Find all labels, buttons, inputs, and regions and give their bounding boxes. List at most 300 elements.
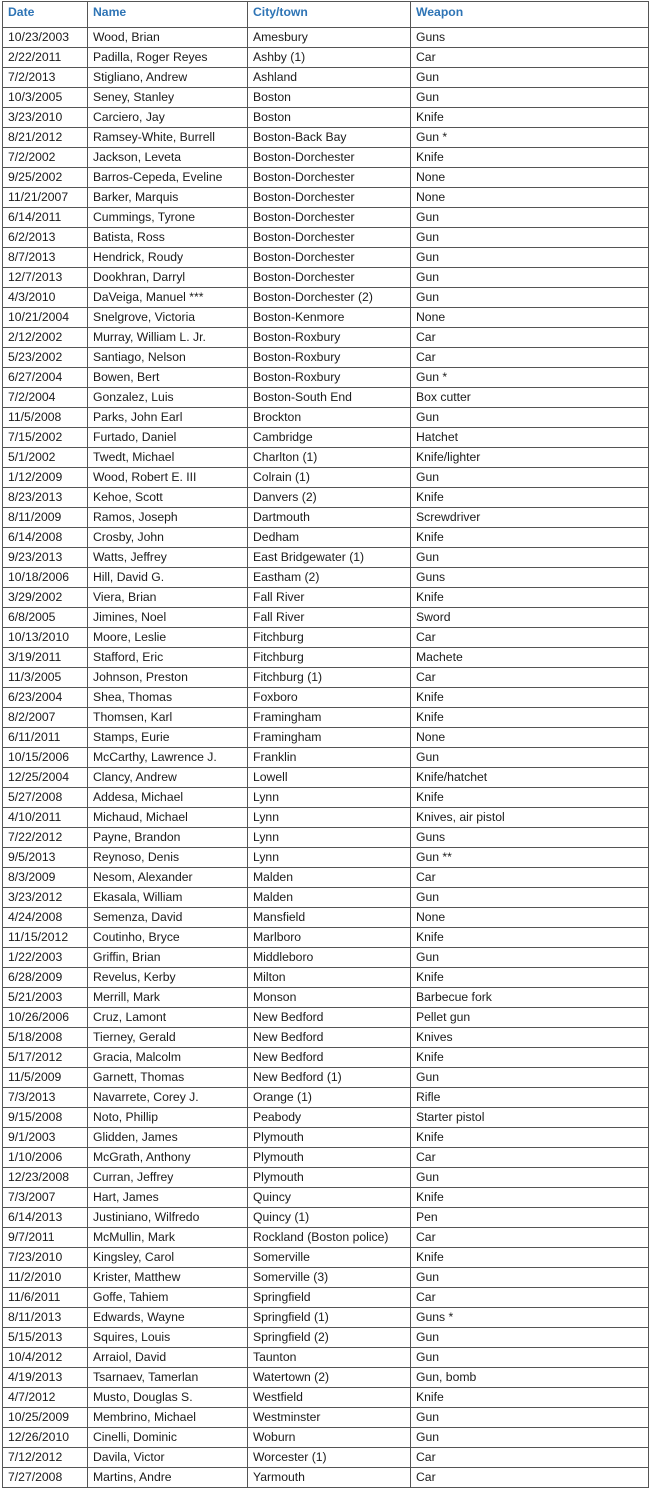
cell-weapon: Knife <box>411 1248 649 1268</box>
cell-weapon: None <box>411 308 649 328</box>
cell-name: Justiniano, Wilfredo <box>88 1208 248 1228</box>
cell-weapon: Knife/hatchet <box>411 768 649 788</box>
cell-city: Springfield (2) <box>248 1328 411 1348</box>
cell-weapon: Gun <box>411 228 649 248</box>
cell-name: Furtado, Daniel <box>88 428 248 448</box>
cell-weapon: Gun <box>411 68 649 88</box>
cell-name: Tierney, Gerald <box>88 1028 248 1048</box>
table-row <box>3 1268 649 1288</box>
cell-city: New Bedford (1) <box>248 1068 411 1088</box>
cell-city: Watertown (2) <box>248 1368 411 1388</box>
cell-name: McGrath, Anthony <box>88 1148 248 1168</box>
cell-name: Krister, Matthew <box>88 1268 248 1288</box>
cell-city: Boston-Dorchester <box>248 208 411 228</box>
table-row <box>3 388 649 408</box>
table-row <box>3 408 649 428</box>
table-row <box>3 728 649 748</box>
table-row <box>3 1368 649 1388</box>
cell-date: 5/18/2008 <box>3 1028 88 1048</box>
cell-city: Boston <box>248 108 411 128</box>
cell-date: 9/23/2013 <box>3 548 88 568</box>
header-city: City/town <box>248 2 411 28</box>
cell-name: Goffe, Tahiem <box>88 1288 248 1308</box>
table-row <box>3 848 649 868</box>
table-row <box>3 28 649 48</box>
cell-date: 1/10/2006 <box>3 1148 88 1168</box>
cell-date: 5/27/2008 <box>3 788 88 808</box>
cell-city: Ashby (1) <box>248 48 411 68</box>
cell-city: Milton <box>248 968 411 988</box>
cell-weapon: None <box>411 168 649 188</box>
table-row <box>3 1348 649 1368</box>
cell-date: 10/13/2010 <box>3 628 88 648</box>
cell-city: Fall River <box>248 608 411 628</box>
cell-city: Fitchburg (1) <box>248 668 411 688</box>
cell-city: Boston-Dorchester <box>248 248 411 268</box>
cell-name: Barros-Cepeda, Eveline <box>88 168 248 188</box>
cell-city: Yarmouth <box>248 1468 411 1488</box>
cell-name: Carciero, Jay <box>88 108 248 128</box>
cell-name: Semenza, David <box>88 908 248 928</box>
cell-date: 10/23/2003 <box>3 28 88 48</box>
cell-date: 8/11/2013 <box>3 1308 88 1328</box>
cell-date: 11/2/2010 <box>3 1268 88 1288</box>
cell-city: Brockton <box>248 408 411 428</box>
cell-city: Woburn <box>248 1428 411 1448</box>
table-row <box>3 1208 649 1228</box>
table-row <box>3 348 649 368</box>
cell-date: 7/23/2010 <box>3 1248 88 1268</box>
cell-weapon: Gun <box>411 468 649 488</box>
cell-weapon: Knife <box>411 1048 649 1068</box>
cell-name: Padilla, Roger Reyes <box>88 48 248 68</box>
cell-date: 10/21/2004 <box>3 308 88 328</box>
cell-city: Somerville <box>248 1248 411 1268</box>
cell-name: Payne, Brandon <box>88 828 248 848</box>
cell-weapon: Gun <box>411 1268 649 1288</box>
cell-city: Framingham <box>248 708 411 728</box>
cell-date: 4/7/2012 <box>3 1388 88 1408</box>
cell-city: East Bridgewater (1) <box>248 548 411 568</box>
cell-name: Snelgrove, Victoria <box>88 308 248 328</box>
cell-weapon: Gun <box>411 288 649 308</box>
cell-weapon: None <box>411 188 649 208</box>
cell-city: Cambridge <box>248 428 411 448</box>
cell-weapon: Guns <box>411 568 649 588</box>
cell-date: 8/3/2009 <box>3 868 88 888</box>
cell-date: 10/3/2005 <box>3 88 88 108</box>
cell-weapon: Gun, bomb <box>411 1368 649 1388</box>
cell-weapon: Screwdriver <box>411 508 649 528</box>
table-row <box>3 968 649 988</box>
table-row <box>3 268 649 288</box>
header-date: Date <box>3 2 88 28</box>
cell-weapon: Car <box>411 668 649 688</box>
header-weapon: Weapon <box>411 2 649 28</box>
cell-date: 6/8/2005 <box>3 608 88 628</box>
table-row <box>3 1188 649 1208</box>
cell-name: Stamps, Eurie <box>88 728 248 748</box>
cell-date: 5/21/2003 <box>3 988 88 1008</box>
header-name: Name <box>88 2 248 28</box>
cell-date: 1/12/2009 <box>3 468 88 488</box>
cell-weapon: Gun <box>411 1328 649 1348</box>
cell-name: Jackson, Leveta <box>88 148 248 168</box>
table-row <box>3 508 649 528</box>
cell-city: Middleboro <box>248 948 411 968</box>
table-row <box>3 68 649 88</box>
cell-date: 3/23/2010 <box>3 108 88 128</box>
cell-date: 7/2/2002 <box>3 148 88 168</box>
cell-weapon: Knife <box>411 968 649 988</box>
cell-date: 6/14/2008 <box>3 528 88 548</box>
table-row <box>3 608 649 628</box>
table-row <box>3 228 649 248</box>
cell-city: Worcester (1) <box>248 1448 411 1468</box>
cell-name: Curran, Jeffrey <box>88 1168 248 1188</box>
cell-weapon: Gun <box>411 1428 649 1448</box>
cell-date: 4/3/2010 <box>3 288 88 308</box>
cell-date: 9/25/2002 <box>3 168 88 188</box>
cell-date: 6/2/2013 <box>3 228 88 248</box>
cell-name: Kehoe, Scott <box>88 488 248 508</box>
cell-city: Boston-Dorchester (2) <box>248 288 411 308</box>
cell-date: 4/24/2008 <box>3 908 88 928</box>
cell-city: Dedham <box>248 528 411 548</box>
cell-city: Fall River <box>248 588 411 608</box>
cell-name: Johnson, Preston <box>88 668 248 688</box>
cell-date: 8/23/2013 <box>3 488 88 508</box>
table-row <box>3 868 649 888</box>
cell-date: 8/21/2012 <box>3 128 88 148</box>
cell-date: 7/2/2004 <box>3 388 88 408</box>
table-row <box>3 1308 649 1328</box>
cell-weapon: Gun <box>411 268 649 288</box>
cell-date: 5/1/2002 <box>3 448 88 468</box>
table-row <box>3 1228 649 1248</box>
table-row <box>3 788 649 808</box>
cell-date: 7/12/2012 <box>3 1448 88 1468</box>
table-row <box>3 1328 649 1348</box>
cell-weapon: Car <box>411 1448 649 1468</box>
cell-name: DaVeiga, Manuel *** <box>88 288 248 308</box>
table-row <box>3 1048 649 1068</box>
cell-weapon: Gun <box>411 208 649 228</box>
cell-name: Jimines, Noel <box>88 608 248 628</box>
cell-date: 12/25/2004 <box>3 768 88 788</box>
table-row <box>3 468 649 488</box>
table-row <box>3 908 649 928</box>
table-row <box>3 328 649 348</box>
cell-city: Somerville (3) <box>248 1268 411 1288</box>
cell-name: Squires, Louis <box>88 1328 248 1348</box>
cell-name: Parks, John Earl <box>88 408 248 428</box>
cell-date: 7/3/2007 <box>3 1188 88 1208</box>
cell-date: 3/29/2002 <box>3 588 88 608</box>
cell-name: Davila, Victor <box>88 1448 248 1468</box>
cell-weapon: Knife <box>411 108 649 128</box>
cell-city: Boston-Dorchester <box>248 168 411 188</box>
cell-date: 11/5/2009 <box>3 1068 88 1088</box>
cell-city: Fitchburg <box>248 648 411 668</box>
cell-weapon: Gun <box>411 1068 649 1088</box>
table-row <box>3 1088 649 1108</box>
cell-name: Gonzalez, Luis <box>88 388 248 408</box>
cell-name: Nesom, Alexander <box>88 868 248 888</box>
cell-weapon: Gun ** <box>411 848 649 868</box>
cell-city: Monson <box>248 988 411 1008</box>
cell-name: Wood, Brian <box>88 28 248 48</box>
cell-weapon: Gun <box>411 1348 649 1368</box>
cell-date: 11/6/2011 <box>3 1288 88 1308</box>
cell-date: 5/23/2002 <box>3 348 88 368</box>
table-row <box>3 1448 649 1468</box>
cell-city: Boston-Dorchester <box>248 188 411 208</box>
cell-name: Batista, Ross <box>88 228 248 248</box>
cell-city: Lynn <box>248 848 411 868</box>
cell-name: Stigliano, Andrew <box>88 68 248 88</box>
table-row <box>3 1288 649 1308</box>
cell-date: 2/22/2011 <box>3 48 88 68</box>
cell-name: Glidden, James <box>88 1128 248 1148</box>
cell-name: Thomsen, Karl <box>88 708 248 728</box>
table-row <box>3 748 649 768</box>
cell-weapon: Gun <box>411 948 649 968</box>
cell-name: Merrill, Mark <box>88 988 248 1008</box>
cell-name: Shea, Thomas <box>88 688 248 708</box>
cell-name: Revelus, Kerby <box>88 968 248 988</box>
cell-name: Viera, Brian <box>88 588 248 608</box>
cell-name: Stafford, Eric <box>88 648 248 668</box>
cell-city: Dartmouth <box>248 508 411 528</box>
cell-name: Cummings, Tyrone <box>88 208 248 228</box>
table-row <box>3 828 649 848</box>
table-row <box>3 528 649 548</box>
cell-weapon: Hatchet <box>411 428 649 448</box>
cell-weapon: Gun <box>411 748 649 768</box>
cell-city: Mansfield <box>248 908 411 928</box>
cell-weapon: Knives <box>411 1028 649 1048</box>
cell-city: Boston-Dorchester <box>248 148 411 168</box>
cell-name: Barker, Marquis <box>88 188 248 208</box>
cell-weapon: Knife <box>411 1188 649 1208</box>
cell-weapon: Knife/lighter <box>411 448 649 468</box>
cell-date: 11/15/2012 <box>3 928 88 948</box>
cell-city: Framingham <box>248 728 411 748</box>
cell-date: 12/26/2010 <box>3 1428 88 1448</box>
cell-name: Arraiol, David <box>88 1348 248 1368</box>
cell-weapon: Car <box>411 348 649 368</box>
table-row <box>3 1168 649 1188</box>
cell-name: Hendrick, Roudy <box>88 248 248 268</box>
cell-weapon: Knife <box>411 528 649 548</box>
table-row <box>3 368 649 388</box>
cell-date: 8/2/2007 <box>3 708 88 728</box>
cell-name: Dookhran, Darryl <box>88 268 248 288</box>
cell-city: Quincy (1) <box>248 1208 411 1228</box>
cell-city: Plymouth <box>248 1168 411 1188</box>
cell-city: Lynn <box>248 788 411 808</box>
cell-city: Foxboro <box>248 688 411 708</box>
cell-date: 12/23/2008 <box>3 1168 88 1188</box>
cell-city: Boston-Roxbury <box>248 348 411 368</box>
cell-name: McCarthy, Lawrence J. <box>88 748 248 768</box>
cell-city: Plymouth <box>248 1148 411 1168</box>
table-row <box>3 208 649 228</box>
table-row <box>3 808 649 828</box>
table-row <box>3 448 649 468</box>
cell-weapon: None <box>411 728 649 748</box>
cell-name: Kingsley, Carol <box>88 1248 248 1268</box>
cell-date: 10/26/2006 <box>3 1008 88 1028</box>
cell-weapon: Pellet gun <box>411 1008 649 1028</box>
cell-date: 10/25/2009 <box>3 1408 88 1428</box>
cell-weapon: Knife <box>411 928 649 948</box>
cell-weapon: Gun <box>411 1408 649 1428</box>
cell-weapon: Knife <box>411 708 649 728</box>
cell-city: Taunton <box>248 1348 411 1368</box>
cell-name: Santiago, Nelson <box>88 348 248 368</box>
table-row <box>3 888 649 908</box>
cell-weapon: Car <box>411 328 649 348</box>
cell-name: Twedt, Michael <box>88 448 248 468</box>
cell-date: 6/27/2004 <box>3 368 88 388</box>
cell-date: 5/15/2013 <box>3 1328 88 1348</box>
cell-city: Plymouth <box>248 1128 411 1148</box>
table-row <box>3 688 649 708</box>
table-row <box>3 168 649 188</box>
cell-name: Cruz, Lamont <box>88 1008 248 1028</box>
table-row <box>3 1468 649 1488</box>
cell-date: 11/21/2007 <box>3 188 88 208</box>
cell-name: Griffin, Brian <box>88 948 248 968</box>
table-row <box>3 988 649 1008</box>
cell-date: 10/18/2006 <box>3 568 88 588</box>
cell-date: 4/10/2011 <box>3 808 88 828</box>
cell-name: Martins, Andre <box>88 1468 248 1488</box>
cell-name: Addesa, Michael <box>88 788 248 808</box>
header-row <box>3 2 649 28</box>
cell-name: Ekasala, William <box>88 888 248 908</box>
cell-weapon: Gun <box>411 88 649 108</box>
cell-weapon: Car <box>411 1468 649 1488</box>
cell-weapon: Knife <box>411 488 649 508</box>
cell-name: Garnett, Thomas <box>88 1068 248 1088</box>
table-row <box>3 588 649 608</box>
table-row <box>3 488 649 508</box>
table-row <box>3 1008 649 1028</box>
cell-city: Lynn <box>248 828 411 848</box>
cell-weapon: Gun <box>411 408 649 428</box>
cell-city: Malden <box>248 868 411 888</box>
cell-date: 3/23/2012 <box>3 888 88 908</box>
table-row <box>3 148 649 168</box>
table-row <box>3 288 649 308</box>
table-row <box>3 628 649 648</box>
table-row <box>3 1388 649 1408</box>
cell-city: Ashland <box>248 68 411 88</box>
cell-name: Hill, David G. <box>88 568 248 588</box>
table-row <box>3 648 649 668</box>
table-row <box>3 928 649 948</box>
cell-weapon: Car <box>411 1288 649 1308</box>
cell-name: Cinelli, Dominic <box>88 1428 248 1448</box>
cell-city: Orange (1) <box>248 1088 411 1108</box>
table-row <box>3 308 649 328</box>
table-row <box>3 548 649 568</box>
cell-city: New Bedford <box>248 1008 411 1028</box>
cell-name: Hart, James <box>88 1188 248 1208</box>
cell-weapon: Car <box>411 1148 649 1168</box>
cell-date: 6/28/2009 <box>3 968 88 988</box>
cell-date: 12/7/2013 <box>3 268 88 288</box>
cell-city: New Bedford <box>248 1048 411 1068</box>
cell-name: Crosby, John <box>88 528 248 548</box>
cell-date: 7/15/2002 <box>3 428 88 448</box>
cell-date: 6/14/2011 <box>3 208 88 228</box>
cell-date: 3/19/2011 <box>3 648 88 668</box>
cell-name: Navarrete, Corey J. <box>88 1088 248 1108</box>
cell-name: Michaud, Michael <box>88 808 248 828</box>
cell-date: 9/1/2003 <box>3 1128 88 1148</box>
incidents-table <box>2 1 649 1488</box>
table-row <box>3 1148 649 1168</box>
table-row <box>3 708 649 728</box>
cell-city: Rockland (Boston police) <box>248 1228 411 1248</box>
cell-date: 4/19/2013 <box>3 1368 88 1388</box>
cell-weapon: Knives, air pistol <box>411 808 649 828</box>
cell-city: Charlton (1) <box>248 448 411 468</box>
cell-city: Boston-Dorchester <box>248 268 411 288</box>
cell-name: Watts, Jeffrey <box>88 548 248 568</box>
cell-weapon: Knife <box>411 588 649 608</box>
cell-weapon: Sword <box>411 608 649 628</box>
table-row <box>3 768 649 788</box>
table-row <box>3 428 649 448</box>
cell-date: 1/22/2003 <box>3 948 88 968</box>
table-row <box>3 1428 649 1448</box>
cell-weapon: Gun * <box>411 368 649 388</box>
cell-name: Noto, Phillip <box>88 1108 248 1128</box>
table-body <box>3 28 649 1488</box>
cell-name: Gracia, Malcolm <box>88 1048 248 1068</box>
table-row <box>3 1028 649 1048</box>
cell-weapon: Guns <box>411 828 649 848</box>
cell-name: Ramsey-White, Burrell <box>88 128 248 148</box>
table-row <box>3 1068 649 1088</box>
cell-date: 9/7/2011 <box>3 1228 88 1248</box>
cell-weapon: Guns <box>411 28 649 48</box>
cell-date: 7/3/2013 <box>3 1088 88 1108</box>
cell-name: McMullin, Mark <box>88 1228 248 1248</box>
cell-date: 6/23/2004 <box>3 688 88 708</box>
cell-city: Colrain (1) <box>248 468 411 488</box>
cell-name: Musto, Douglas S. <box>88 1388 248 1408</box>
cell-name: Wood, Robert E. III <box>88 468 248 488</box>
cell-city: Springfield (1) <box>248 1308 411 1328</box>
cell-city: Lynn <box>248 808 411 828</box>
cell-weapon: Car <box>411 628 649 648</box>
cell-date: 7/22/2012 <box>3 828 88 848</box>
cell-weapon: Machete <box>411 648 649 668</box>
table-row <box>3 1128 649 1148</box>
table-row <box>3 188 649 208</box>
cell-weapon: Knife <box>411 1388 649 1408</box>
cell-date: 11/5/2008 <box>3 408 88 428</box>
cell-date: 8/11/2009 <box>3 508 88 528</box>
cell-date: 7/27/2008 <box>3 1468 88 1488</box>
cell-city: Springfield <box>248 1288 411 1308</box>
